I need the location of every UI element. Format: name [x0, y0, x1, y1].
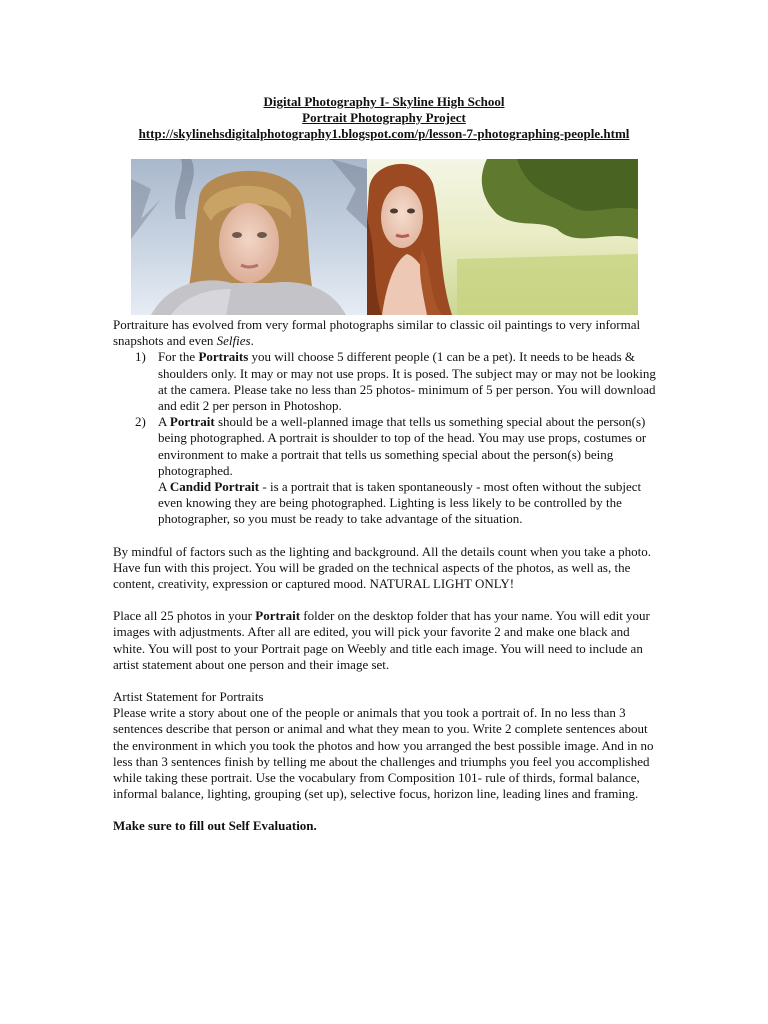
artist-statement-paragraph: Please write a story about one of the people or animals that you took a portrait of. In no less than 3 sentences describe that person or animal and what they mean to you. Write 2 complete sentences about the environment in which you took the photos and how you arranged the best possible image. And in no less than 3 sentences finish by telling me about the challenges and triumphs you feel you accomplished while taking these portrait. Use the vocabulary from Composition 101- rule of thirds, formal balance, informal balance, lighting, grouping (set up), selective focus, horizon line, leading lines and framing.: [113, 705, 654, 802]
project-title: Portrait Photography Project: [302, 110, 466, 125]
portrait-photo-blonde: [131, 159, 367, 315]
mindful-paragraph: By mindful of factors such as the lighting and background. All the details count when you take a photo. Have fun with this project. You will be graded on the technical aspects of the photos, as well as, the content, creativity, expression or captured mood. NATURAL LIGHT ONLY!: [113, 543, 651, 592]
lesson-url-link[interactable]: http://skylinehsdigitalphotography1.blogspot.com/p/lesson-7-photographing-people.html: [138, 126, 630, 141]
place-photos-paragraph: Place all 25 photos in your Portrait folder on the desktop folder that has your name. You will edit your images with adjustments. After all are edited, you will pick your favorite 2 and make one black and white. You will post to your Portrait page on Weebly and title each image. You will need to include an artist statement about one person and their image set.: [113, 608, 650, 672]
requirements-list: [113, 349, 658, 479]
list-item: 1) For the Portraits you will choose 5 different people (1 can be a pet). It needs to be heads & shoulders only. It may or may not use props. It is posed. The subject may or may not be looking at the camera. Please take no less than 25 photos- minimum of 5 per person. You will download and edit 2 per person in Photoshop.: [135, 349, 656, 414]
artist-statement-heading: Artist Statement for Portraits: [113, 689, 264, 705]
candid-portrait-paragraph: A Candid Portrait - is a portrait that is taken spontaneously - most often without the subject even knowing they are being photographed. Lighting is less likely to be controlled by the photographer, so you must be ready to take advantage of the situation.: [158, 479, 642, 527]
self-evaluation-note: Make sure to fill out Self Evaluation.: [113, 818, 317, 834]
list-item: 2) A Portrait should be a well-planned image that tells us something special about the person(s) being photographed. A portrait is shoulder to top of the head. You may use props, costumes or environment to make a portrait that tells us something special about the person(s) being photographed.: [135, 414, 647, 478]
course-title: Digital Photography I- Skyline High School: [263, 94, 505, 109]
portrait-photos: [131, 159, 638, 315]
intro-paragraph: Portraiture has evolved from very formal photographs similar to classic oil paintings to very informal snapshots and even Selfies.: [113, 317, 641, 349]
document-body: [113, 317, 658, 835]
portrait-photo-redhead: [367, 159, 638, 315]
